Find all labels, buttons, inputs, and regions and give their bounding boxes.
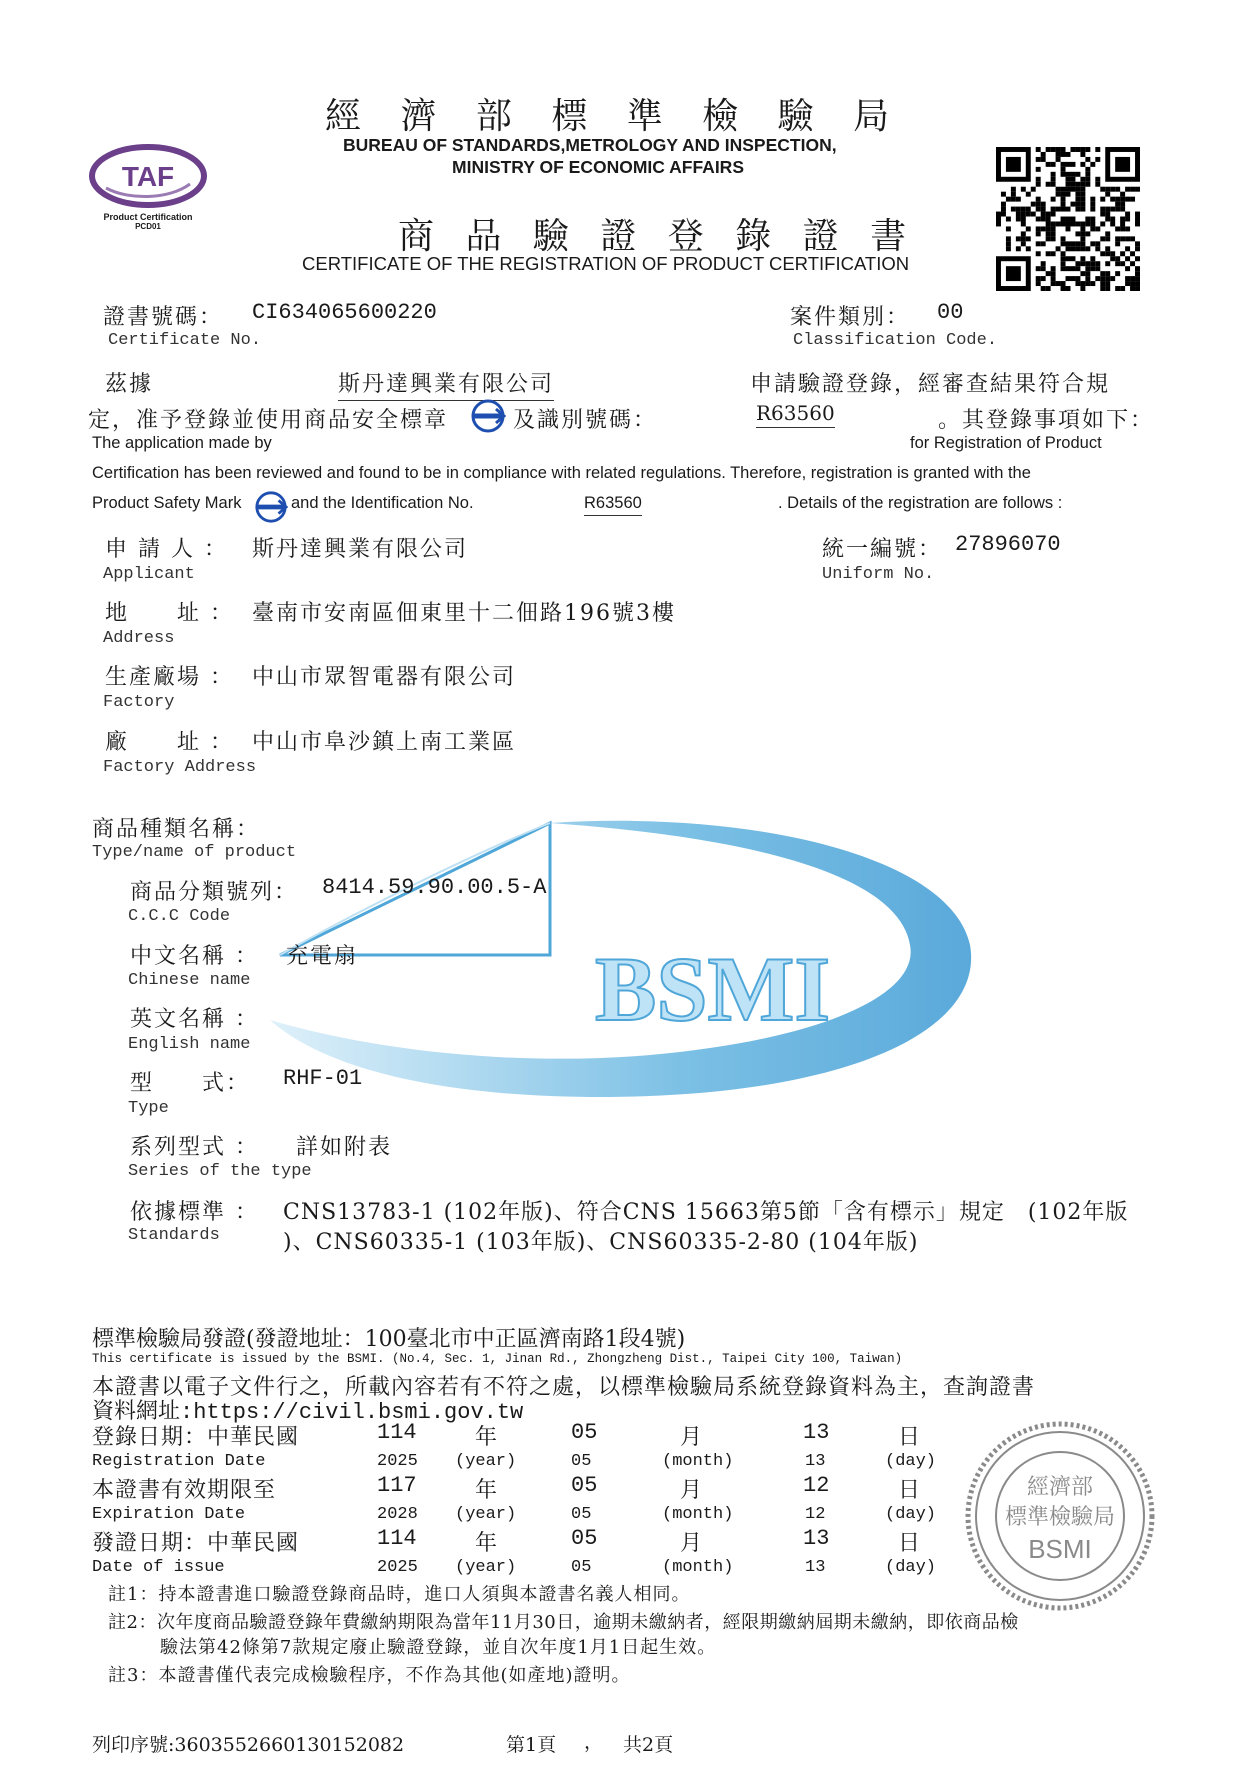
date-year-en: (year) <box>455 1558 517 1577</box>
print-serial-no: 列印序號:3603552660130152082 <box>92 1734 405 1756</box>
applicant-en: Applicant <box>103 565 195 584</box>
statement-en-2: Certification has been reviewed and found to be in compliance with related regulations. Therefore, registration is granted with the <box>92 464 1031 482</box>
type-value: RHF-01 <box>283 1066 363 1091</box>
issue-line-1: 標準檢驗局發證(發證地址：100臺北市中正區濟南路1段4號) <box>92 1327 686 1352</box>
date-year: 114 <box>377 1526 417 1551</box>
address-label: 地 址 ： <box>105 601 234 626</box>
bsmi-seal-stamp <box>962 1418 1158 1614</box>
date-month-en: (month) <box>662 1452 734 1471</box>
date-year-en: (year) <box>455 1505 517 1524</box>
issue-line-2: This certificate is issued by the BSMI. (No.4, Sec. 1, Jinan Rd., Zhongzheng Dist., Taipei City 100, Taiwan) <box>92 1352 903 1366</box>
note-2b: 驗法第42條第7款規定廢止驗證登錄，並自次年度1月1日起生效。 <box>160 1637 717 1658</box>
statement-en-3b: and the Identification No. <box>291 494 474 512</box>
statement-en-3d: . Details of the registration are follows : <box>778 494 1063 512</box>
date-month-ad: 05 <box>571 1558 592 1577</box>
issue-line-3: 本證書以電子文件行之，所載內容若有不符之處，以標準檢驗局系統登錄資料為主，查詢證書 <box>92 1375 1036 1400</box>
bureau-title-zh: 經 濟 部 標 準 檢 驗 局 <box>325 96 904 137</box>
statement-zh-2a: 定，准予登錄並使用商品安全標章 <box>88 408 449 433</box>
certificate-title-zh: 商 品 驗 證 登 錄 證 書 <box>398 216 917 257</box>
class-code-en: Classification Code. <box>793 331 998 350</box>
statement-zh-1a: 茲據 <box>105 372 154 397</box>
date-year-char: 年 <box>475 1478 498 1503</box>
factory-label: 生產廠場 ： <box>105 665 234 690</box>
date-year-char: 年 <box>475 1425 498 1450</box>
date-month-ad: 05 <box>571 1452 592 1471</box>
statement-en-3c: R63560 <box>584 494 642 516</box>
date-day: 13 <box>803 1420 830 1445</box>
date-year-char: 年 <box>475 1531 498 1556</box>
identification-no: R63560 <box>756 401 835 428</box>
cert-no-en: Certificate No. <box>108 331 262 350</box>
ccc-code-label: 商品分類號列： <box>130 880 299 905</box>
date-month-char: 月 <box>680 1531 703 1556</box>
applicant-value: 斯丹達興業有限公司 <box>252 537 469 562</box>
date-year-en: (year) <box>455 1452 517 1471</box>
date-month-char: 月 <box>680 1425 703 1450</box>
factory-value: 中山市眾智電器有限公司 <box>252 665 517 690</box>
date-month-ad: 05 <box>571 1505 592 1524</box>
chinese-name-value: 充電扇 <box>286 944 359 969</box>
date-year-ad: 2025 <box>377 1558 418 1577</box>
product-heading: 商品種類名稱： <box>92 817 261 842</box>
series-en: Series of the type <box>128 1162 312 1181</box>
date-label-en: Expiration Date <box>92 1505 246 1524</box>
qr-code <box>996 147 1140 291</box>
date-year-ad: 2028 <box>377 1505 418 1524</box>
type-label: 型 式： <box>130 1071 251 1096</box>
note-2a: 註2：次年度商品驗證登錄年費繳納期限為當年11月30日，逾期未繳納者，經限期繳納屆期未繳納，即依商品檢 <box>108 1612 1019 1633</box>
statement-en-3a: Product Safety Mark <box>92 494 242 512</box>
bureau-title-en-1: BUREAU OF STANDARDS,METROLOGY AND INSPECTION, <box>343 135 837 155</box>
series-label: 系列型式 ： <box>130 1135 259 1160</box>
type-en: Type <box>128 1099 169 1118</box>
date-year: 114 <box>377 1420 417 1445</box>
date-day-ad: 13 <box>805 1558 826 1577</box>
factory-address-en: Factory Address <box>103 758 257 777</box>
taf-logo-mark <box>88 144 208 208</box>
statement-en-1b: for Registration of Product <box>910 434 1102 452</box>
applicant-label: 申 請 人 ： <box>105 537 228 562</box>
note-3: 註3：本證書僅代表完成檢驗程序，不作為其他(如產地)證明。 <box>108 1665 631 1686</box>
seal-line-3: BSMI <box>1028 1534 1092 1564</box>
date-day-en: (day) <box>885 1505 937 1524</box>
date-month-en: (month) <box>662 1505 734 1524</box>
taf-logo-text: TAF <box>121 161 175 192</box>
ccc-code-value: 8414.59.90.00.5-A <box>322 875 547 900</box>
date-label-en: Registration Date <box>92 1452 266 1471</box>
page-total: 共2頁 <box>623 1734 674 1756</box>
uniform-no-label: 統一編號： <box>822 537 943 562</box>
date-day-en: (day) <box>885 1452 937 1471</box>
class-code-value: 00 <box>937 300 964 325</box>
date-year: 117 <box>377 1473 417 1498</box>
chinese-name-label: 中文名稱 ： <box>130 944 259 969</box>
address-en: Address <box>103 629 175 648</box>
page-number: 第1頁 <box>506 1734 557 1756</box>
product-heading-en: Type/name of product <box>92 843 297 862</box>
statement-zh-1b: 申請驗證登錄，經審查結果符合規 <box>750 372 1111 397</box>
seal-line-1: 經濟部 <box>1026 1475 1094 1500</box>
product-safety-mark-icon-en <box>254 490 288 524</box>
factory-address-label: 廠 址 ： <box>105 730 234 755</box>
cert-no-label: 證書號碼： <box>103 305 224 330</box>
date-day-char: 日 <box>898 1531 921 1556</box>
english-name-en: English name <box>128 1035 251 1054</box>
date-day-en: (day) <box>885 1558 937 1577</box>
statement-en-1a: The application made by <box>92 434 272 452</box>
date-label: 本證書有效期限至 <box>92 1478 277 1503</box>
standards-en: Standards <box>128 1226 220 1245</box>
standards-value-1: CNS13783-1 (102年版)、符合CNS 15663第5節「含有標示」規定 (102年版 <box>283 1200 1129 1225</box>
date-day-ad: 12 <box>805 1505 826 1524</box>
date-label: 登錄日期：中華民國 <box>92 1425 300 1450</box>
standards-value-2: )、CNS60335-1 (103年版)、CNS60335-2-80 (104年版) <box>283 1230 919 1255</box>
class-code-label: 案件類別： <box>790 305 911 330</box>
statement-zh-2c: 。其登錄事項如下： <box>938 408 1155 433</box>
date-month: 05 <box>571 1420 598 1445</box>
english-name-label: 英文名稱 ： <box>130 1007 259 1032</box>
address-value: 臺南市安南區佃東里十二佃路196號3樓 <box>252 601 676 626</box>
product-safety-mark-icon <box>470 398 506 434</box>
issue-line-4: 資料網址:https://civil.bsmi.gov.tw <box>92 1400 524 1425</box>
taf-sub1: Product Certification <box>103 212 193 222</box>
uniform-no-en: Uniform No. <box>822 565 935 584</box>
date-month-char: 月 <box>680 1478 703 1503</box>
note-1: 註1：持本證書進口驗證登錄商品時，進口人須與本證書名義人相同。 <box>108 1584 691 1605</box>
date-day: 12 <box>803 1473 830 1498</box>
statement-zh-2b: 及識別號碼： <box>513 408 658 433</box>
date-day-char: 日 <box>898 1478 921 1503</box>
taf-sub2: PCD01 <box>135 222 161 231</box>
page-separator: ， <box>584 1731 604 1753</box>
date-month-en: (month) <box>662 1558 734 1577</box>
chinese-name-en: Chinese name <box>128 971 251 990</box>
date-day-char: 日 <box>898 1425 921 1450</box>
applicant-company-underlined: 斯丹達興業有限公司 <box>338 367 554 401</box>
factory-address-value: 中山市阜沙鎮上南工業區 <box>252 730 517 755</box>
date-month: 05 <box>571 1526 598 1551</box>
standards-label: 依據標準 ： <box>130 1200 259 1225</box>
date-year-ad: 2025 <box>377 1452 418 1471</box>
certificate-title-en: CERTIFICATE OF THE REGISTRATION OF PRODUCT CERTIFICATION <box>302 253 910 274</box>
taf-logo <box>88 144 208 234</box>
date-day: 13 <box>803 1526 830 1551</box>
bsmi-watermark-text: BSMI <box>595 938 831 1040</box>
date-label-en: Date of issue <box>92 1558 225 1577</box>
date-label: 發證日期：中華民國 <box>92 1531 300 1556</box>
ccc-code-en: C.C.C Code <box>128 907 231 926</box>
bureau-title-en-2: MINISTRY OF ECONOMIC AFFAIRS <box>452 157 744 177</box>
date-day-ad: 13 <box>805 1452 826 1471</box>
seal-line-2: 標準檢驗局 <box>1004 1505 1116 1530</box>
cert-no-value: CI634065600220 <box>252 300 437 325</box>
factory-en: Factory <box>103 693 175 712</box>
series-value: 詳如附表 <box>296 1135 393 1160</box>
uniform-no-value: 27896070 <box>955 532 1061 557</box>
date-month: 05 <box>571 1473 598 1498</box>
